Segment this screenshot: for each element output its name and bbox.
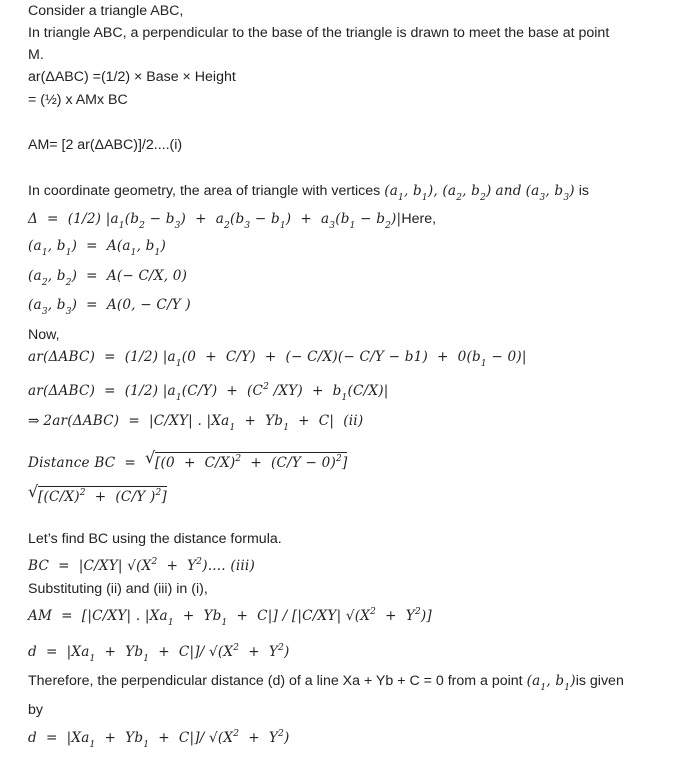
math-line: ar(ΔABC) = (1/2) $|a_1(0 + C/Y)$ + (− $C/X)(- C/Y - b1) + 0(b_1 - 0)|$ — [28, 349, 527, 369]
math-line: ⇒ 2ar(ΔABC) = |C/XY| . $|Xa_1 + Yb_1 + C|$ (ii) — [28, 413, 364, 433]
text-span: is — [578, 183, 589, 199]
math-line: Δ = (1/2) $|a_1(b_2 - b_3) + a_2(b_3 - b_1) + a_3(b_1$ − $b_2)|Here$, — [28, 211, 437, 231]
math-line: BC = |C/XY| $√(X^2 + Y^2)$.... (iii) — [28, 557, 255, 574]
text-line: Consider a triangle ABC, — [28, 3, 184, 19]
math-word-and: and — [495, 183, 522, 199]
math-line: ar(ΔABC) = (1/2) $|a_1(C/Y) + (C^2$ $/XY) + b_1(C/X)|$ — [28, 382, 389, 403]
math-line: ($a_3$, $b_3) = A(0$, − C/Y ) — [28, 297, 191, 317]
text-span: Here, — [401, 211, 437, 227]
math-line: $d = |Xa_1 + Yb_1 + C|]/$ $√(X^2 + Y^2)$ — [28, 729, 290, 750]
text-span: is given — [575, 673, 624, 689]
text-line: Now, — [28, 327, 60, 343]
text-line: ar(ΔABC) =(1/2) × Base × Height — [28, 69, 236, 85]
math-line: Distance BC = √ $[(0 + C/X)^2 + (C/Y - 0)^2]$ — [28, 448, 348, 471]
text-line: by — [28, 702, 43, 718]
text-line: AM= [2 ar(ΔABC)]/2....(i) — [28, 137, 183, 153]
text-line: = (½) x AMx BC — [28, 92, 128, 108]
text-line: M. — [28, 47, 44, 63]
text-line: Let’s find BC using the distance formula. — [28, 531, 282, 547]
text-line: In triangle ABC, a perpendicular to the base of the triangle is drawn to meet the base at point — [28, 25, 610, 41]
math-expression: ($a_1$, $b_1$) — [526, 673, 576, 693]
math-line: √ [$(C/X)^2 + (C/Y$ )$^2$] — [28, 482, 167, 505]
math-line: $d = |Xa_1 + Yb_1 + C|]/$ $√(X^2 + Y^2)$ — [28, 643, 290, 664]
text-span: Therefore, the perpendicular distance (d) of a line Xa + Yb + C = 0 from a point — [28, 673, 523, 689]
math-line: ($a_1$, $b_1) = A(a_1$, $b_1$) — [28, 238, 166, 258]
text-line — [28, 672, 624, 693]
math-line: ($a_2$, $b_2) = A(- C/X$, 0) — [28, 268, 188, 288]
math-expression: ($a_1$, $b_1$), ($a_2$, $b_2$) — [384, 183, 492, 203]
math-expression: ($a_3$, $b_3$) — [525, 183, 575, 203]
text-span: In coordinate geometry, the area of triangle with vertices — [28, 183, 381, 199]
math-line: AM = [|C/XY| . $|Xa_1 + Yb_1 + C|] / [|C/XY|$ $√(X^2 + Y^2)$] — [28, 607, 432, 628]
text-line — [28, 182, 589, 203]
text-line: Substituting (ii) and (iii) in (i), — [28, 581, 208, 597]
